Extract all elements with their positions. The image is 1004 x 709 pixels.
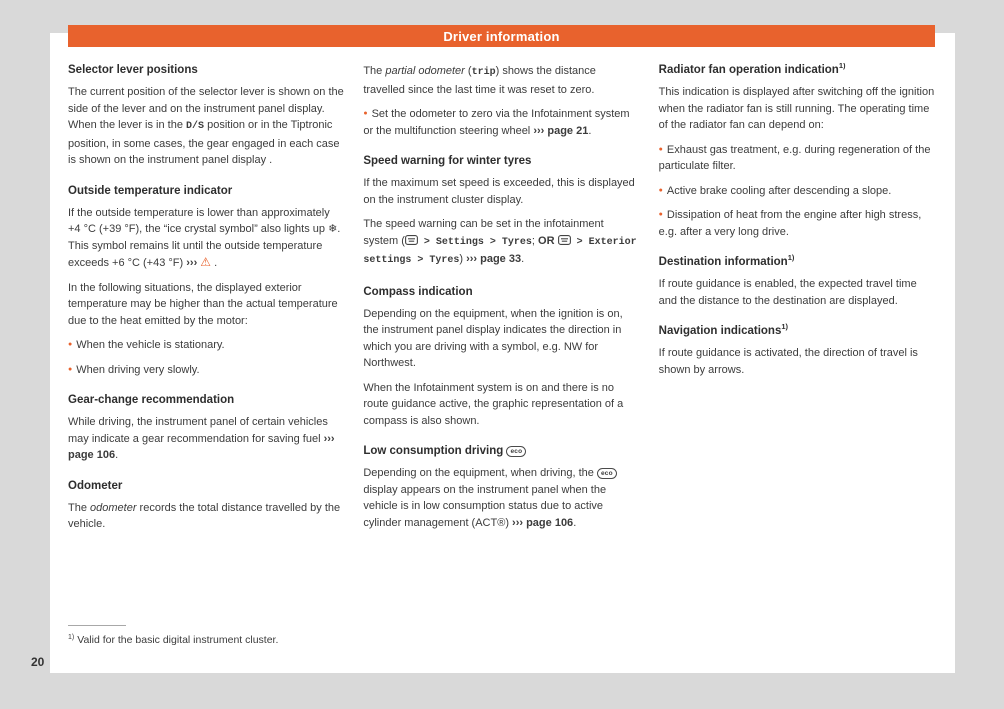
section-heading <box>68 393 344 407</box>
text-segment: . <box>573 516 577 529</box>
paragraph <box>68 500 344 533</box>
text-segment: When the Infotainment system is on and there is no route guidance active, the graphic representation of a compass is also shown. <box>363 381 624 427</box>
text-segment: Depending on the equipment, when the ignition is on, the instrument panel display indicates the direction in which you are driving with a symbol, e.g. NW for Northwest. <box>363 307 623 369</box>
text-segment: Depending on the equipment, when driving, the <box>363 467 597 479</box>
bold-text: OR <box>538 234 555 247</box>
text-segment: Radiator fan operation indication <box>658 64 839 76</box>
text-segment: Outside temperature indicator <box>68 184 233 197</box>
bullet-icon: ● <box>658 145 663 153</box>
footnote-reference-marker: 1) <box>781 322 789 332</box>
text-segment: If route guidance is activated, the direction of travel is shown by arrows. <box>658 347 918 376</box>
section-heading <box>363 285 639 299</box>
text-segment: The current position of the selector lever is shown on the side of the lever and on the instrument panel display. When the lever is in the <box>68 86 344 131</box>
paragraph <box>659 276 935 309</box>
text-segment: If the maximum set speed is exceeded, this is displayed on the instrument cluster display. <box>363 177 635 206</box>
bullet-item <box>659 207 935 240</box>
paragraph <box>68 414 344 464</box>
car-menu-icon <box>558 233 571 250</box>
text-segment: position or in the Tiptronic position, in some cases, the gear engaged in each case is shown on the instrument panel display . <box>68 119 340 166</box>
column-3 <box>659 63 935 643</box>
text-segment: If route guidance is enabled, the expected travel time and the distance to the destination are displayed. <box>658 278 917 307</box>
footnote-reference-marker: 1) <box>787 253 795 263</box>
paragraph <box>363 175 639 208</box>
bullet-icon: ● <box>363 110 368 117</box>
paragraph <box>363 306 639 372</box>
text-segment: The <box>363 65 386 77</box>
text-segment: ) shows the distance travelled since the last time it was reset to zero. <box>363 65 596 96</box>
text-segment: The speed warning can be set in the infotainment system ( <box>363 218 604 247</box>
section-heading <box>68 479 344 493</box>
bullet-item <box>68 337 344 354</box>
menu-path-text: > Exterior settings > Tyres <box>363 236 637 266</box>
text-segment: Compass indication <box>363 285 473 298</box>
bullet-item <box>659 142 935 175</box>
bullet-item <box>659 183 935 200</box>
text-segment: Odometer <box>68 479 123 492</box>
page-reference: ››› page 33 <box>466 253 522 265</box>
text-segment: ) <box>459 253 467 265</box>
text-segment: Gear-change recommendation <box>68 394 235 406</box>
text-segment: This indication is displayed after switching off the ignition when the radiator fan is still running. The operating time of the radiator fan can depend on: <box>658 86 935 131</box>
text-segment: If the outside temperature is lower than approximately +4 °C (+39 °F), the “ice crystal symbol” also lights up <box>68 206 330 235</box>
text-segment: Navigation indications <box>658 325 782 337</box>
text-segment: ; <box>531 234 539 247</box>
footnote-divider <box>68 625 126 626</box>
snowflake-icon: ❄ <box>328 223 338 235</box>
content-columns <box>68 63 935 643</box>
page-number: 20 <box>31 655 45 669</box>
bold-text: ››› <box>186 257 201 269</box>
chapter-title: Driver information <box>443 28 560 44</box>
section-heading <box>659 255 935 269</box>
menu-path-text: D/S <box>186 121 205 132</box>
text-segment: . <box>521 253 525 265</box>
paragraph <box>363 216 639 270</box>
chapter-header-bar <box>68 25 935 47</box>
paragraph <box>659 84 935 134</box>
column-1 <box>68 63 344 643</box>
paragraph <box>68 280 344 330</box>
menu-path-text: > Settings > Tyres <box>417 236 532 248</box>
manual-page <box>50 28 955 673</box>
section-heading <box>363 154 639 168</box>
text-segment: records the total distance travelled by the vehicle. <box>68 501 341 530</box>
text-segment: Active brake cooling after descending a slope. <box>666 184 892 197</box>
page-reference: ››› page 106 <box>68 432 335 461</box>
bullet-icon: ● <box>68 341 73 348</box>
text-segment: . This symbol remains lit until the outside temperature exceeds +6 °C (+43 °F) <box>68 223 341 269</box>
text-segment: ( <box>464 65 472 77</box>
text-segment: . <box>115 449 119 461</box>
bullet-item <box>68 362 344 379</box>
section-heading <box>659 63 935 77</box>
text-segment: Destination information <box>658 256 788 268</box>
paragraph <box>363 63 639 98</box>
footnote-text: Valid for the basic digital instrument cluster. <box>77 634 279 646</box>
italic-text: odometer <box>90 501 137 514</box>
text-segment: In the following situations, the displayed exterior temperature may be higher than the actual temperature due to the heat emitted by the motor: <box>68 281 338 327</box>
italic-text: partial odometer <box>385 65 465 77</box>
bullet-icon: ● <box>658 211 663 218</box>
page-reference: ››› page 21 <box>533 124 589 137</box>
car-menu-icon <box>405 233 418 250</box>
footnote-marker: 1) <box>68 633 75 641</box>
eco-icon: eco <box>506 446 526 457</box>
warning-triangle-icon: ⚠ <box>200 255 212 269</box>
section-heading <box>68 184 344 198</box>
page-reference: ››› page 106 <box>512 516 574 529</box>
text-segment: Speed warning for winter tyres <box>363 155 532 167</box>
text-segment: Dissipation of heat from the engine after high stress, e.g. after a very long drive. <box>658 209 922 238</box>
section-heading <box>68 63 344 77</box>
eco-icon: eco <box>597 468 617 479</box>
text-segment: When driving very slowly. <box>76 363 200 376</box>
paragraph <box>659 345 935 378</box>
text-segment: display appears on the instrument panel when the vehicle is in low consumption status due to active cylinder management (ACT®) <box>363 483 607 529</box>
text-segment: Exhaust gas treatment, e.g. during regeneration of the particulate filter. <box>658 143 931 172</box>
text-segment: Set the odometer to zero via the Infotainment system or the multifunction steering wheel <box>363 108 630 137</box>
text-segment: While driving, the instrument panel of certain vehicles may indicate a gear recommendation for saving fuel <box>68 416 328 445</box>
bullet-icon: ● <box>68 365 73 373</box>
menu-path-text: trip <box>471 67 496 78</box>
paragraph <box>68 205 344 272</box>
text-segment: Low consumption driving <box>363 445 507 457</box>
text-segment: . <box>588 124 592 137</box>
footnote-text-row <box>68 633 346 647</box>
paragraph <box>68 84 344 169</box>
section-heading <box>363 444 639 458</box>
paragraph <box>363 465 639 531</box>
bullet-icon: ● <box>658 186 663 194</box>
column-2 <box>363 63 639 643</box>
bullet-item <box>363 106 639 139</box>
footnote <box>68 625 346 647</box>
text-segment: The <box>68 501 91 514</box>
text-segment: When the vehicle is stationary. <box>76 339 225 351</box>
text-segment: Selector lever positions <box>68 64 198 76</box>
section-heading <box>659 324 935 338</box>
text-segment: . <box>211 257 218 269</box>
paragraph <box>363 380 639 430</box>
footnote-reference-marker: 1) <box>838 63 846 71</box>
